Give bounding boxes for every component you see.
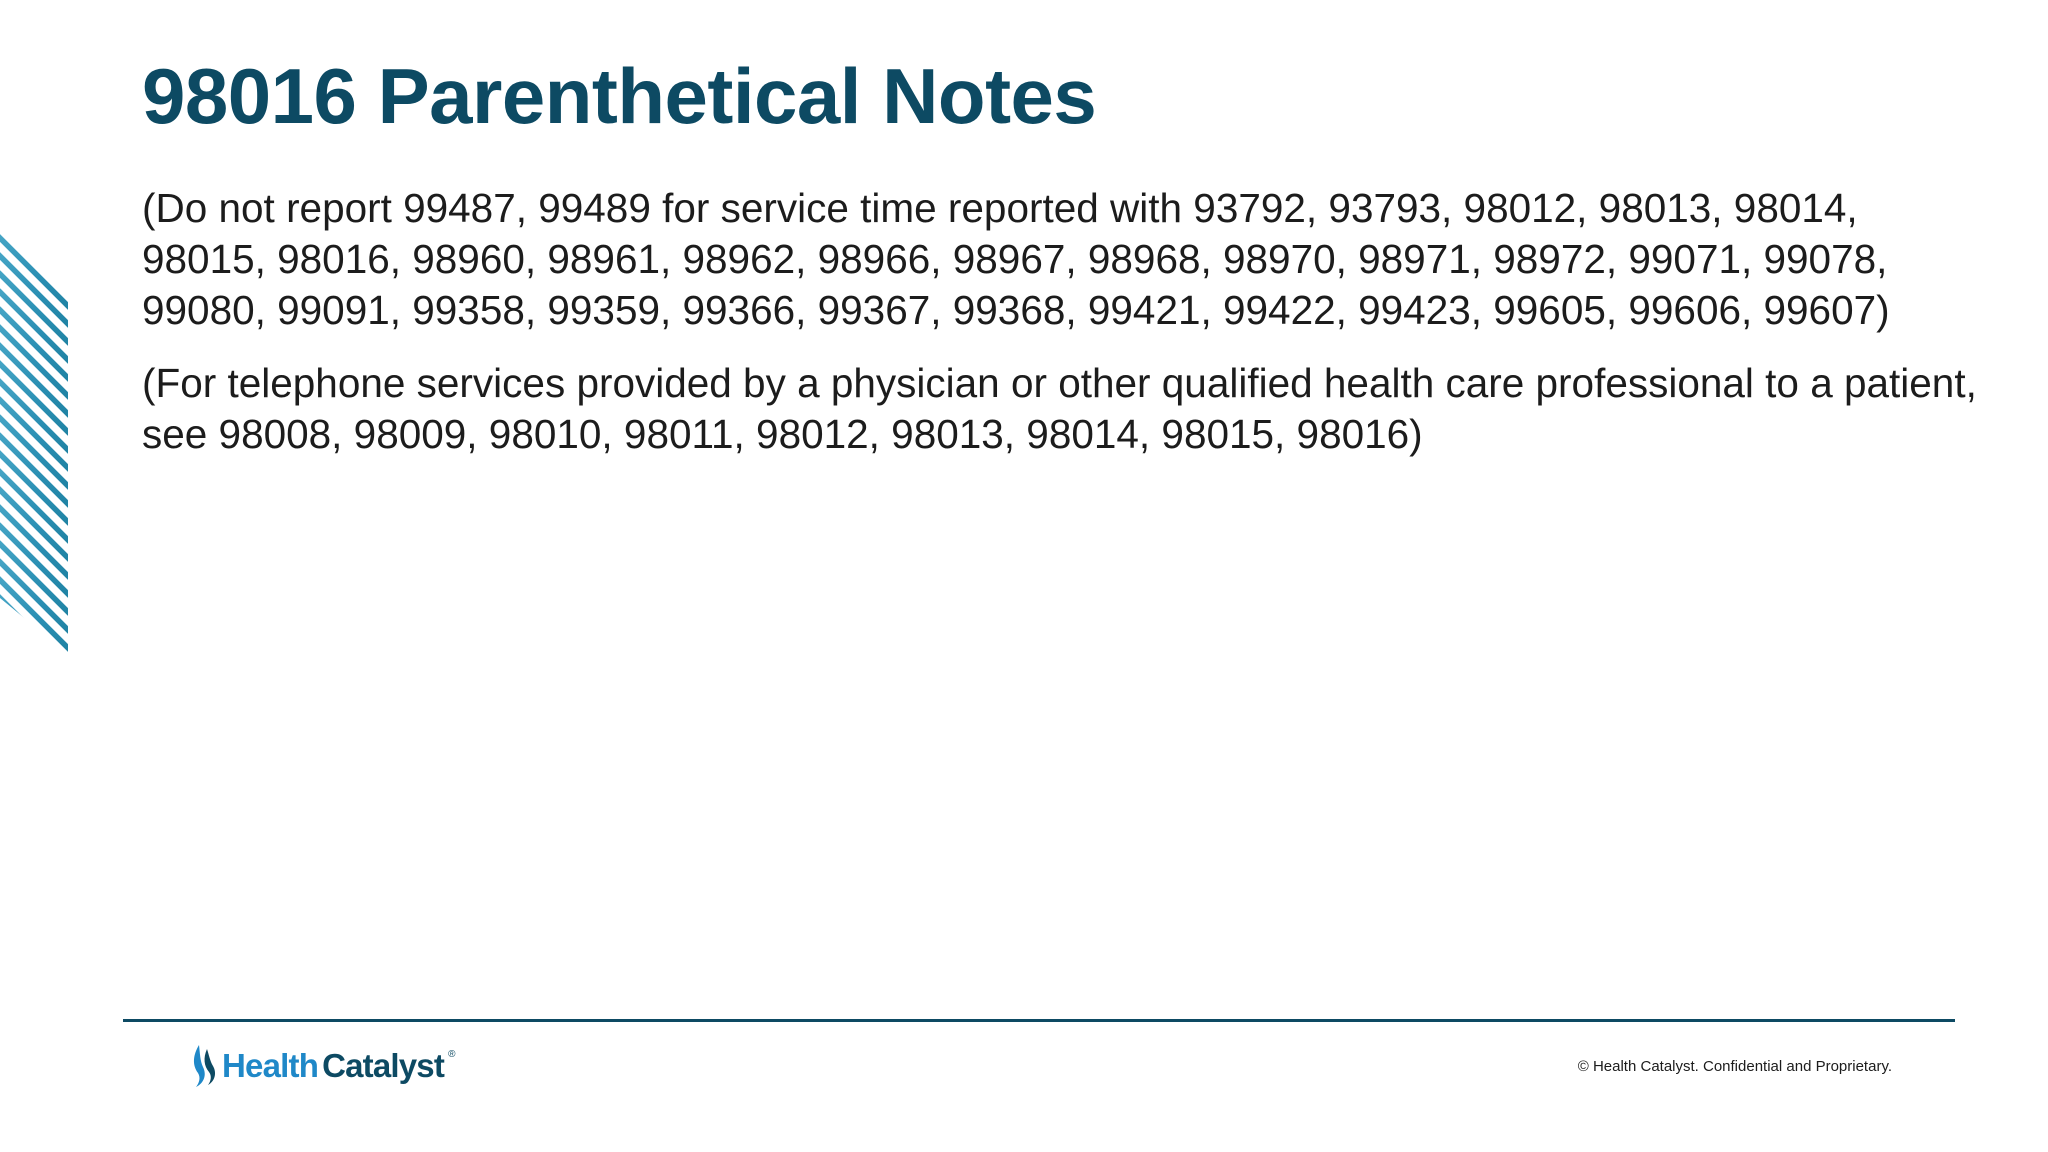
copyright-notice: © Health Catalyst. Confidential and Proprietary.	[1577, 1058, 1892, 1075]
logo-catalyst-text: Catalyst	[322, 1047, 445, 1084]
health-catalyst-logo	[190, 1043, 455, 1089]
parenthetical-note-2: (For telephone services provided by a physician or other qualified health care professional to a patient, see 98008, 98009, 98010, 98011, 98012, 98013, 98014, 98015, 98016)	[142, 360, 1977, 457]
footer-divider	[123, 1019, 1955, 1022]
slide-body	[142, 183, 1982, 482]
flame-logo-icon	[190, 1043, 218, 1089]
logo-health-text: Health	[222, 1047, 319, 1084]
parenthetical-note-1: (Do not report 99487, 99489 for service time reported with 93792, 93793, 98012, 98013, 98014, 98015, 98016, 98960, 98961, 98962, 98966, 98967, 98968, 98970, 98971, 98972, 99071, 99078, 99080, 99091, 99358, 99359, 99366, 99367, 99368, 99421, 99422, 99423, 99605, 99606, 99607)	[142, 185, 1890, 333]
slide-title: 98016 Parenthetical Notes	[142, 52, 1097, 140]
diagonal-stripes-decoration	[0, 218, 68, 654]
logo-registered-mark: ®	[448, 1049, 456, 1060]
